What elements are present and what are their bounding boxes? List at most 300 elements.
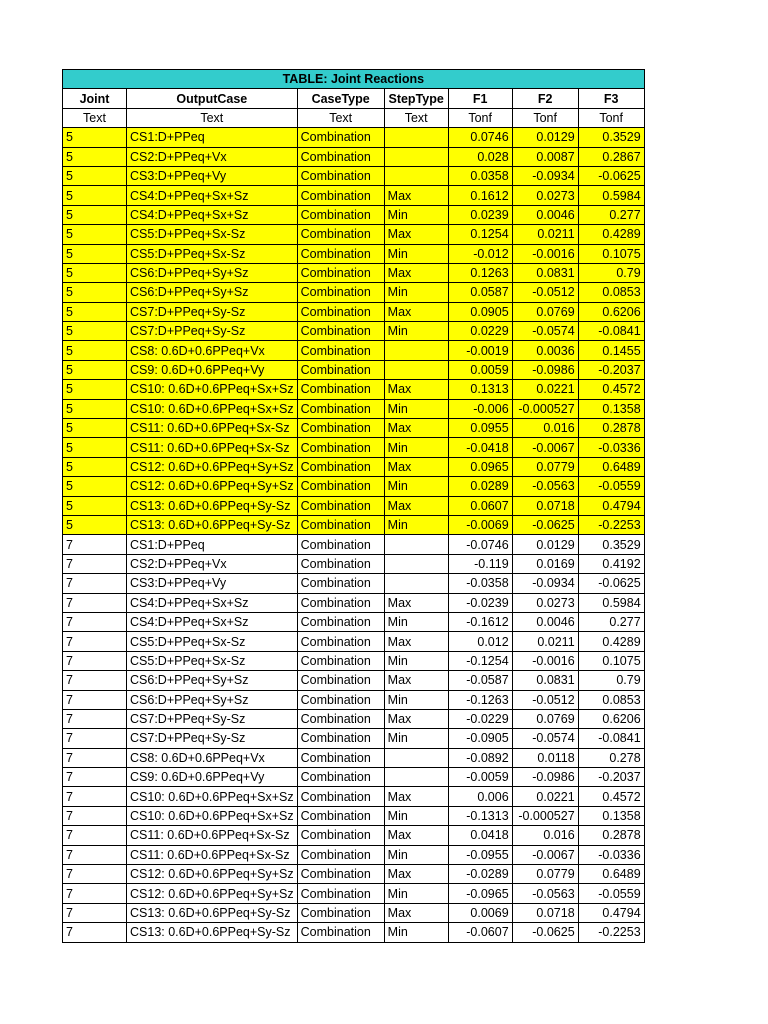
cell-outputcase[interactable]: CS9: 0.6D+0.6PPeq+Vy (127, 768, 298, 787)
cell-f1[interactable]: -0.119 (448, 554, 512, 573)
cell-casetype[interactable]: Combination (297, 690, 384, 709)
cell-f1[interactable]: -0.0587 (448, 671, 512, 690)
cell-joint[interactable]: 5 (63, 263, 127, 282)
cell-casetype[interactable]: Combination (297, 419, 384, 438)
cell-outputcase[interactable]: CS13: 0.6D+0.6PPeq+Sy-Sz (127, 923, 298, 942)
unit-f2[interactable]: Tonf (512, 108, 578, 127)
cell-f2[interactable]: -0.0016 (512, 244, 578, 263)
cell-joint[interactable]: 5 (63, 419, 127, 438)
cell-joint[interactable]: 7 (63, 574, 127, 593)
cell-f1[interactable]: 0.1612 (448, 186, 512, 205)
cell-f2[interactable]: 0.0718 (512, 903, 578, 922)
cell-f2[interactable]: -0.0574 (512, 322, 578, 341)
cell-casetype[interactable]: Combination (297, 729, 384, 748)
cell-f3[interactable]: 0.2867 (578, 147, 644, 166)
cell-joint[interactable]: 5 (63, 438, 127, 457)
table-title[interactable]: TABLE: Joint Reactions (63, 70, 645, 89)
cell-f3[interactable]: 0.1358 (578, 806, 644, 825)
cell-outputcase[interactable]: CS6:D+PPeq+Sy+Sz (127, 690, 298, 709)
cell-casetype[interactable]: Combination (297, 166, 384, 185)
unit-casetype[interactable]: Text (297, 108, 384, 127)
cell-steptype[interactable]: Min (384, 244, 448, 263)
cell-outputcase[interactable]: CS6:D+PPeq+Sy+Sz (127, 671, 298, 690)
cell-joint[interactable]: 7 (63, 884, 127, 903)
cell-f1[interactable]: -0.0358 (448, 574, 512, 593)
cell-steptype[interactable]: Min (384, 806, 448, 825)
cell-steptype[interactable]: Min (384, 923, 448, 942)
cell-steptype[interactable]: Max (384, 302, 448, 321)
cell-joint[interactable]: 5 (63, 360, 127, 379)
cell-f3[interactable]: 0.5984 (578, 593, 644, 612)
cell-f1[interactable]: 0.028 (448, 147, 512, 166)
cell-casetype[interactable]: Combination (297, 826, 384, 845)
cell-steptype[interactable]: Max (384, 419, 448, 438)
cell-f3[interactable]: -0.2253 (578, 515, 644, 534)
cell-f2[interactable]: 0.0211 (512, 225, 578, 244)
cell-casetype[interactable]: Combination (297, 768, 384, 787)
cell-joint[interactable]: 5 (63, 302, 127, 321)
cell-f3[interactable]: 0.1075 (578, 244, 644, 263)
cell-outputcase[interactable]: CS5:D+PPeq+Sx-Sz (127, 244, 298, 263)
cell-steptype[interactable]: Min (384, 322, 448, 341)
cell-joint[interactable]: 5 (63, 457, 127, 476)
cell-joint[interactable]: 5 (63, 322, 127, 341)
cell-casetype[interactable]: Combination (297, 380, 384, 399)
cell-f2[interactable]: -0.0563 (512, 884, 578, 903)
unit-joint[interactable]: Text (63, 108, 127, 127)
cell-joint[interactable]: 5 (63, 477, 127, 496)
cell-f1[interactable]: -0.0965 (448, 884, 512, 903)
cell-f1[interactable]: 0.0289 (448, 477, 512, 496)
cell-f2[interactable]: -0.0934 (512, 574, 578, 593)
cell-steptype[interactable] (384, 341, 448, 360)
cell-f3[interactable]: -0.0841 (578, 322, 644, 341)
cell-steptype[interactable]: Min (384, 729, 448, 748)
cell-casetype[interactable]: Combination (297, 147, 384, 166)
cell-f2[interactable]: 0.016 (512, 419, 578, 438)
cell-outputcase[interactable]: CS1:D+PPeq (127, 128, 298, 147)
cell-f1[interactable]: 0.0607 (448, 496, 512, 515)
cell-f3[interactable]: 0.1075 (578, 651, 644, 670)
cell-casetype[interactable]: Combination (297, 322, 384, 341)
cell-f2[interactable]: -0.0067 (512, 845, 578, 864)
cell-outputcase[interactable]: CS3:D+PPeq+Vy (127, 166, 298, 185)
unit-steptype[interactable]: Text (384, 108, 448, 127)
cell-steptype[interactable] (384, 554, 448, 573)
cell-outputcase[interactable]: CS10: 0.6D+0.6PPeq+Sx+Sz (127, 380, 298, 399)
cell-outputcase[interactable]: CS10: 0.6D+0.6PPeq+Sx+Sz (127, 787, 298, 806)
header-outputcase[interactable]: OutputCase (127, 89, 298, 108)
cell-outputcase[interactable]: CS8: 0.6D+0.6PPeq+Vx (127, 748, 298, 767)
cell-f3[interactable]: 0.6489 (578, 457, 644, 476)
cell-f3[interactable]: 0.79 (578, 263, 644, 282)
cell-f2[interactable]: 0.0779 (512, 865, 578, 884)
cell-f3[interactable]: 0.4192 (578, 554, 644, 573)
cell-f2[interactable]: -0.0512 (512, 283, 578, 302)
cell-steptype[interactable]: Max (384, 496, 448, 515)
cell-outputcase[interactable]: CS6:D+PPeq+Sy+Sz (127, 283, 298, 302)
cell-f1[interactable]: 0.012 (448, 632, 512, 651)
cell-casetype[interactable]: Combination (297, 865, 384, 884)
cell-f1[interactable]: 0.0418 (448, 826, 512, 845)
cell-f1[interactable]: -0.0239 (448, 593, 512, 612)
cell-f3[interactable]: -0.2037 (578, 360, 644, 379)
cell-f1[interactable]: 0.0358 (448, 166, 512, 185)
cell-casetype[interactable]: Combination (297, 612, 384, 631)
cell-f1[interactable]: -0.0905 (448, 729, 512, 748)
cell-joint[interactable]: 7 (63, 748, 127, 767)
cell-steptype[interactable]: Min (384, 205, 448, 224)
cell-outputcase[interactable]: CS11: 0.6D+0.6PPeq+Sx-Sz (127, 419, 298, 438)
cell-f2[interactable]: 0.0046 (512, 612, 578, 631)
cell-f2[interactable]: 0.0779 (512, 457, 578, 476)
cell-f1[interactable]: -0.0289 (448, 865, 512, 884)
cell-steptype[interactable]: Max (384, 225, 448, 244)
cell-f1[interactable]: -0.0955 (448, 845, 512, 864)
cell-outputcase[interactable]: CS13: 0.6D+0.6PPeq+Sy-Sz (127, 515, 298, 534)
cell-f2[interactable]: -0.0016 (512, 651, 578, 670)
cell-f2[interactable]: 0.0129 (512, 128, 578, 147)
cell-casetype[interactable]: Combination (297, 128, 384, 147)
cell-joint[interactable]: 5 (63, 399, 127, 418)
cell-f3[interactable]: -0.0559 (578, 884, 644, 903)
cell-f2[interactable]: 0.0769 (512, 709, 578, 728)
cell-f1[interactable]: -0.1313 (448, 806, 512, 825)
cell-f1[interactable]: 0.0955 (448, 419, 512, 438)
cell-f3[interactable]: 0.4572 (578, 787, 644, 806)
cell-casetype[interactable]: Combination (297, 593, 384, 612)
cell-casetype[interactable]: Combination (297, 709, 384, 728)
cell-steptype[interactable]: Max (384, 826, 448, 845)
cell-outputcase[interactable]: CS4:D+PPeq+Sx+Sz (127, 593, 298, 612)
cell-casetype[interactable]: Combination (297, 263, 384, 282)
cell-casetype[interactable]: Combination (297, 496, 384, 515)
cell-f1[interactable]: 0.0059 (448, 360, 512, 379)
cell-f2[interactable]: 0.0831 (512, 671, 578, 690)
cell-f3[interactable]: 0.277 (578, 612, 644, 631)
cell-f2[interactable]: 0.0718 (512, 496, 578, 515)
cell-f1[interactable]: -0.0746 (448, 535, 512, 554)
cell-outputcase[interactable]: CS4:D+PPeq+Sx+Sz (127, 186, 298, 205)
cell-steptype[interactable] (384, 768, 448, 787)
cell-steptype[interactable] (384, 535, 448, 554)
cell-casetype[interactable]: Combination (297, 806, 384, 825)
cell-f3[interactable]: -0.0841 (578, 729, 644, 748)
cell-steptype[interactable]: Min (384, 438, 448, 457)
cell-f1[interactable]: -0.0607 (448, 923, 512, 942)
cell-casetype[interactable]: Combination (297, 787, 384, 806)
cell-f2[interactable]: 0.0118 (512, 748, 578, 767)
cell-outputcase[interactable]: CS2:D+PPeq+Vx (127, 147, 298, 166)
cell-f3[interactable]: 0.6206 (578, 709, 644, 728)
cell-f1[interactable]: -0.0229 (448, 709, 512, 728)
cell-joint[interactable]: 5 (63, 166, 127, 185)
cell-joint[interactable]: 5 (63, 380, 127, 399)
cell-f1[interactable]: -0.012 (448, 244, 512, 263)
cell-f1[interactable]: -0.0019 (448, 341, 512, 360)
cell-joint[interactable]: 7 (63, 826, 127, 845)
cell-f3[interactable]: 0.4289 (578, 225, 644, 244)
cell-steptype[interactable] (384, 574, 448, 593)
cell-f3[interactable]: 0.4794 (578, 496, 644, 515)
cell-joint[interactable]: 7 (63, 612, 127, 631)
cell-steptype[interactable]: Min (384, 399, 448, 418)
cell-f1[interactable]: -0.0418 (448, 438, 512, 457)
header-steptype[interactable]: StepType (384, 89, 448, 108)
cell-f2[interactable]: 0.0129 (512, 535, 578, 554)
cell-casetype[interactable]: Combination (297, 515, 384, 534)
cell-f3[interactable]: -0.2253 (578, 923, 644, 942)
cell-casetype[interactable]: Combination (297, 341, 384, 360)
cell-outputcase[interactable]: CS5:D+PPeq+Sx-Sz (127, 225, 298, 244)
cell-f1[interactable]: -0.1263 (448, 690, 512, 709)
cell-f2[interactable]: -0.0986 (512, 768, 578, 787)
cell-joint[interactable]: 7 (63, 787, 127, 806)
cell-outputcase[interactable]: CS10: 0.6D+0.6PPeq+Sx+Sz (127, 399, 298, 418)
cell-steptype[interactable] (384, 360, 448, 379)
header-f2[interactable]: F2 (512, 89, 578, 108)
cell-f2[interactable]: 0.0036 (512, 341, 578, 360)
cell-casetype[interactable]: Combination (297, 845, 384, 864)
cell-joint[interactable]: 5 (63, 244, 127, 263)
cell-casetype[interactable]: Combination (297, 399, 384, 418)
cell-f3[interactable]: 0.6206 (578, 302, 644, 321)
cell-f1[interactable]: 0.1263 (448, 263, 512, 282)
cell-f2[interactable]: 0.0273 (512, 186, 578, 205)
cell-casetype[interactable]: Combination (297, 748, 384, 767)
cell-casetype[interactable]: Combination (297, 923, 384, 942)
cell-f2[interactable]: 0.0769 (512, 302, 578, 321)
cell-f2[interactable]: 0.0221 (512, 380, 578, 399)
cell-casetype[interactable]: Combination (297, 225, 384, 244)
unit-f3[interactable]: Tonf (578, 108, 644, 127)
cell-casetype[interactable]: Combination (297, 302, 384, 321)
cell-f3[interactable]: 0.3529 (578, 128, 644, 147)
cell-outputcase[interactable]: CS13: 0.6D+0.6PPeq+Sy-Sz (127, 496, 298, 515)
cell-f2[interactable]: 0.0221 (512, 787, 578, 806)
cell-f1[interactable]: 0.0069 (448, 903, 512, 922)
cell-outputcase[interactable]: CS12: 0.6D+0.6PPeq+Sy+Sz (127, 457, 298, 476)
cell-f2[interactable]: -0.0574 (512, 729, 578, 748)
cell-f2[interactable]: -0.0067 (512, 438, 578, 457)
cell-steptype[interactable]: Min (384, 845, 448, 864)
cell-casetype[interactable]: Combination (297, 360, 384, 379)
cell-steptype[interactable] (384, 748, 448, 767)
cell-f3[interactable]: 0.1455 (578, 341, 644, 360)
cell-f2[interactable]: -0.0512 (512, 690, 578, 709)
header-f1[interactable]: F1 (448, 89, 512, 108)
cell-joint[interactable]: 7 (63, 651, 127, 670)
cell-casetype[interactable]: Combination (297, 244, 384, 263)
cell-f3[interactable]: 0.79 (578, 671, 644, 690)
cell-joint[interactable]: 7 (63, 806, 127, 825)
cell-f3[interactable]: 0.277 (578, 205, 644, 224)
cell-f3[interactable]: 0.4572 (578, 380, 644, 399)
cell-joint[interactable]: 7 (63, 903, 127, 922)
header-f3[interactable]: F3 (578, 89, 644, 108)
cell-casetype[interactable]: Combination (297, 632, 384, 651)
cell-joint[interactable]: 7 (63, 865, 127, 884)
cell-outputcase[interactable]: CS5:D+PPeq+Sx-Sz (127, 632, 298, 651)
cell-steptype[interactable]: Max (384, 186, 448, 205)
cell-outputcase[interactable]: CS12: 0.6D+0.6PPeq+Sy+Sz (127, 884, 298, 903)
cell-f3[interactable]: 0.0853 (578, 283, 644, 302)
cell-casetype[interactable]: Combination (297, 186, 384, 205)
cell-steptype[interactable]: Max (384, 787, 448, 806)
cell-casetype[interactable]: Combination (297, 457, 384, 476)
cell-casetype[interactable]: Combination (297, 283, 384, 302)
cell-outputcase[interactable]: CS11: 0.6D+0.6PPeq+Sx-Sz (127, 845, 298, 864)
cell-f1[interactable]: 0.0905 (448, 302, 512, 321)
cell-f2[interactable]: -0.000527 (512, 399, 578, 418)
cell-outputcase[interactable]: CS12: 0.6D+0.6PPeq+Sy+Sz (127, 477, 298, 496)
cell-f2[interactable]: 0.016 (512, 826, 578, 845)
cell-outputcase[interactable]: CS9: 0.6D+0.6PPeq+Vy (127, 360, 298, 379)
cell-f2[interactable]: 0.0211 (512, 632, 578, 651)
cell-steptype[interactable]: Max (384, 865, 448, 884)
cell-f1[interactable]: 0.0965 (448, 457, 512, 476)
cell-f3[interactable]: -0.0625 (578, 166, 644, 185)
cell-f3[interactable]: 0.3529 (578, 535, 644, 554)
cell-joint[interactable]: 7 (63, 535, 127, 554)
cell-f2[interactable]: 0.0831 (512, 263, 578, 282)
cell-f3[interactable]: -0.0559 (578, 477, 644, 496)
header-casetype[interactable]: CaseType (297, 89, 384, 108)
cell-outputcase[interactable]: CS2:D+PPeq+Vx (127, 554, 298, 573)
cell-f1[interactable]: -0.0069 (448, 515, 512, 534)
cell-steptype[interactable] (384, 147, 448, 166)
cell-f1[interactable]: -0.1612 (448, 612, 512, 631)
cell-outputcase[interactable]: CS4:D+PPeq+Sx+Sz (127, 612, 298, 631)
cell-casetype[interactable]: Combination (297, 477, 384, 496)
cell-steptype[interactable]: Max (384, 632, 448, 651)
cell-joint[interactable]: 5 (63, 186, 127, 205)
cell-f2[interactable]: -0.000527 (512, 806, 578, 825)
cell-f2[interactable]: -0.0625 (512, 515, 578, 534)
cell-joint[interactable]: 5 (63, 515, 127, 534)
cell-joint[interactable]: 5 (63, 283, 127, 302)
cell-f3[interactable]: 0.278 (578, 748, 644, 767)
cell-f3[interactable]: 0.2878 (578, 419, 644, 438)
cell-joint[interactable]: 7 (63, 709, 127, 728)
cell-f1[interactable]: 0.0746 (448, 128, 512, 147)
cell-steptype[interactable]: Min (384, 651, 448, 670)
cell-casetype[interactable]: Combination (297, 554, 384, 573)
cell-steptype[interactable]: Max (384, 903, 448, 922)
cell-casetype[interactable]: Combination (297, 574, 384, 593)
cell-joint[interactable]: 7 (63, 554, 127, 573)
cell-outputcase[interactable]: CS11: 0.6D+0.6PPeq+Sx-Sz (127, 826, 298, 845)
cell-f2[interactable]: -0.0986 (512, 360, 578, 379)
cell-outputcase[interactable]: CS6:D+PPeq+Sy+Sz (127, 263, 298, 282)
cell-joint[interactable]: 5 (63, 341, 127, 360)
cell-casetype[interactable]: Combination (297, 535, 384, 554)
header-joint[interactable]: Joint (63, 89, 127, 108)
cell-casetype[interactable]: Combination (297, 671, 384, 690)
cell-steptype[interactable]: Min (384, 283, 448, 302)
cell-outputcase[interactable]: CS10: 0.6D+0.6PPeq+Sx+Sz (127, 806, 298, 825)
cell-outputcase[interactable]: CS7:D+PPeq+Sy-Sz (127, 322, 298, 341)
cell-f2[interactable]: -0.0563 (512, 477, 578, 496)
cell-f3[interactable]: 0.4289 (578, 632, 644, 651)
cell-steptype[interactable] (384, 128, 448, 147)
cell-outputcase[interactable]: CS13: 0.6D+0.6PPeq+Sy-Sz (127, 903, 298, 922)
cell-casetype[interactable]: Combination (297, 903, 384, 922)
cell-outputcase[interactable]: CS1:D+PPeq (127, 535, 298, 554)
cell-steptype[interactable]: Max (384, 593, 448, 612)
cell-f3[interactable]: -0.0336 (578, 438, 644, 457)
cell-joint[interactable]: 5 (63, 147, 127, 166)
cell-outputcase[interactable]: CS7:D+PPeq+Sy-Sz (127, 709, 298, 728)
cell-outputcase[interactable]: CS7:D+PPeq+Sy-Sz (127, 302, 298, 321)
cell-joint[interactable]: 7 (63, 923, 127, 942)
cell-steptype[interactable] (384, 166, 448, 185)
cell-joint[interactable]: 7 (63, 593, 127, 612)
cell-f2[interactable]: 0.0046 (512, 205, 578, 224)
cell-f2[interactable]: 0.0169 (512, 554, 578, 573)
unit-outputcase[interactable]: Text (127, 108, 298, 127)
cell-outputcase[interactable]: CS3:D+PPeq+Vy (127, 574, 298, 593)
cell-steptype[interactable]: Max (384, 380, 448, 399)
cell-joint[interactable]: 7 (63, 632, 127, 651)
cell-f1[interactable]: 0.006 (448, 787, 512, 806)
cell-steptype[interactable]: Min (384, 477, 448, 496)
cell-f3[interactable]: 0.5984 (578, 186, 644, 205)
cell-steptype[interactable]: Max (384, 671, 448, 690)
cell-f3[interactable]: -0.2037 (578, 768, 644, 787)
cell-steptype[interactable]: Min (384, 515, 448, 534)
cell-steptype[interactable]: Min (384, 690, 448, 709)
cell-f1[interactable]: -0.006 (448, 399, 512, 418)
cell-joint[interactable]: 7 (63, 845, 127, 864)
cell-joint[interactable]: 5 (63, 225, 127, 244)
cell-outputcase[interactable]: CS11: 0.6D+0.6PPeq+Sx-Sz (127, 438, 298, 457)
cell-f1[interactable]: 0.1313 (448, 380, 512, 399)
cell-f1[interactable]: -0.0059 (448, 768, 512, 787)
unit-f1[interactable]: Tonf (448, 108, 512, 127)
cell-outputcase[interactable]: CS4:D+PPeq+Sx+Sz (127, 205, 298, 224)
cell-f1[interactable]: 0.1254 (448, 225, 512, 244)
cell-f3[interactable]: 0.1358 (578, 399, 644, 418)
cell-steptype[interactable]: Max (384, 457, 448, 476)
cell-steptype[interactable]: Max (384, 709, 448, 728)
cell-joint[interactable]: 7 (63, 690, 127, 709)
cell-casetype[interactable]: Combination (297, 205, 384, 224)
cell-f1[interactable]: -0.1254 (448, 651, 512, 670)
cell-joint[interactable]: 5 (63, 205, 127, 224)
cell-f2[interactable]: -0.0625 (512, 923, 578, 942)
cell-f3[interactable]: -0.0336 (578, 845, 644, 864)
cell-joint[interactable]: 7 (63, 768, 127, 787)
cell-outputcase[interactable]: CS7:D+PPeq+Sy-Sz (127, 729, 298, 748)
cell-f2[interactable]: 0.0273 (512, 593, 578, 612)
cell-f3[interactable]: -0.0625 (578, 574, 644, 593)
cell-f1[interactable]: -0.0892 (448, 748, 512, 767)
cell-steptype[interactable]: Min (384, 612, 448, 631)
cell-outputcase[interactable]: CS5:D+PPeq+Sx-Sz (127, 651, 298, 670)
cell-f3[interactable]: 0.6489 (578, 865, 644, 884)
cell-f3[interactable]: 0.0853 (578, 690, 644, 709)
cell-f3[interactable]: 0.4794 (578, 903, 644, 922)
cell-outputcase[interactable]: CS12: 0.6D+0.6PPeq+Sy+Sz (127, 865, 298, 884)
cell-casetype[interactable]: Combination (297, 884, 384, 903)
cell-steptype[interactable]: Min (384, 884, 448, 903)
cell-casetype[interactable]: Combination (297, 651, 384, 670)
cell-joint[interactable]: 7 (63, 729, 127, 748)
cell-joint[interactable]: 5 (63, 496, 127, 515)
cell-f3[interactable]: 0.2878 (578, 826, 644, 845)
cell-outputcase[interactable]: CS8: 0.6D+0.6PPeq+Vx (127, 341, 298, 360)
